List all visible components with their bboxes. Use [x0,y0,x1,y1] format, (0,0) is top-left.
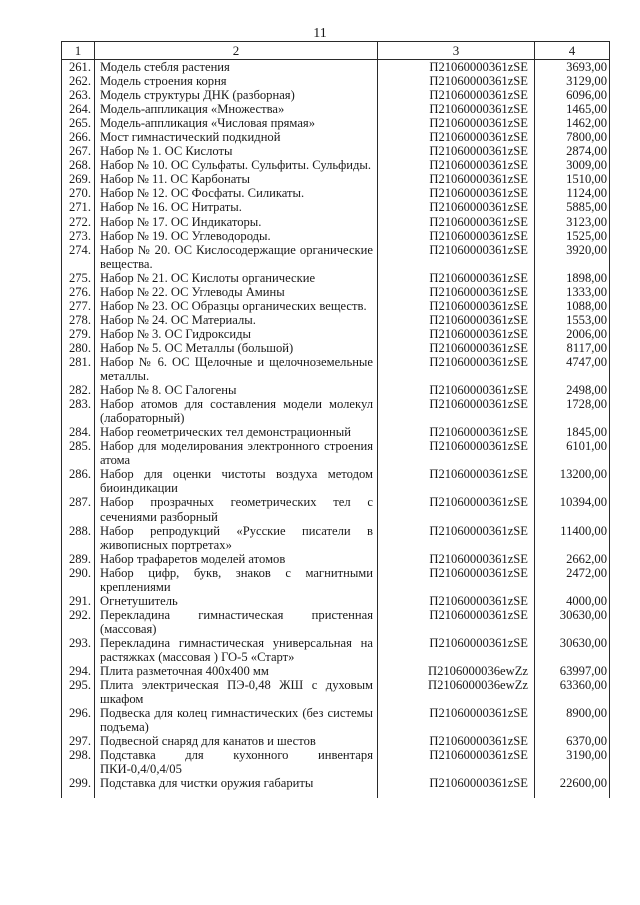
row-number: 290. [62,566,95,594]
item-price: 8117,00 [535,341,610,355]
item-name: Набор цифр, букв, знаков с магнитными креплениями [95,566,378,594]
item-name: Модель стебля растения [95,60,378,75]
item-name: Набор № 8. ОС Галогены [95,383,378,397]
item-price: 1898,00 [535,271,610,285]
row-number: 297. [62,734,95,748]
item-code: П21060000361zSE [378,229,535,243]
item-name: Набор № 6. ОС Щелочные и щелочноземельные металлы. [95,355,378,383]
table-row [62,229,610,243]
item-price: 7800,00 [535,130,610,144]
table-row [62,200,610,214]
table-row [62,594,610,608]
row-number: 261. [62,60,95,75]
table-row [62,664,610,678]
item-code: П21060000361zSE [378,467,535,495]
row-number: 294. [62,664,95,678]
row-number: 268. [62,158,95,172]
item-name: Подставка для кухонного инвентаря ПКИ-0,4/0,4/05 [95,748,378,776]
item-code: П21060000361zSE [378,608,535,636]
item-name: Набор для оценки чистоты воздуха методом биоиндикации [95,467,378,495]
table-row [62,706,610,734]
item-code: П21060000361zSE [378,341,535,355]
item-price: 30630,00 [535,636,610,664]
row-number: 264. [62,102,95,116]
item-code: П2106000036ewZz [378,678,535,706]
item-code: П21060000361zSE [378,158,535,172]
row-number: 274. [62,243,95,271]
item-name: Набор № 12. ОС Фосфаты. Силикаты. [95,186,378,200]
row-number: 265. [62,116,95,130]
table-row [62,215,610,229]
column-header-price: 4 [535,42,610,60]
table-row [62,313,610,327]
item-name: Набор атомов для составления модели молекул (лабораторный) [95,397,378,425]
item-name: Мост гимнастический подкидной [95,130,378,144]
item-name: Набор № 24. ОС Материалы. [95,313,378,327]
item-code: П21060000361zSE [378,734,535,748]
item-code: П21060000361zSE [378,215,535,229]
item-code: П21060000361zSE [378,102,535,116]
inventory-table [61,41,610,798]
table-row [62,327,610,341]
item-price: 2662,00 [535,552,610,566]
table-row [62,130,610,144]
item-price: 4000,00 [535,594,610,608]
item-code: П21060000361zSE [378,299,535,313]
item-price: 1462,00 [535,116,610,130]
item-code: П21060000361zSE [378,495,535,523]
item-code: П21060000361zSE [378,243,535,271]
item-name: Модель строения корня [95,74,378,88]
table-row [62,748,610,776]
item-code: П21060000361zSE [378,74,535,88]
item-name: Набор № 23. ОС Образцы органических веществ. [95,299,378,313]
column-header-number: 1 [62,42,95,60]
item-code: П21060000361zSE [378,524,535,552]
item-name: Огнетушитель [95,594,378,608]
table-row [62,144,610,158]
item-name: Перекладина гимнастическая пристенная (массовая) [95,608,378,636]
item-name: Набор репродукций «Русские писатели в живописных портретах» [95,524,378,552]
item-price: 3123,00 [535,215,610,229]
item-name: Набор № 19. ОС Углеводороды. [95,229,378,243]
row-number: 272. [62,215,95,229]
item-price: 1553,00 [535,313,610,327]
item-price: 63997,00 [535,664,610,678]
row-number: 287. [62,495,95,523]
table-row [62,116,610,130]
item-code: П21060000361zSE [378,285,535,299]
item-price: 1088,00 [535,299,610,313]
table-row [62,636,610,664]
table-row [62,102,610,116]
item-price: 1510,00 [535,172,610,186]
table-row [62,299,610,313]
item-price: 6370,00 [535,734,610,748]
item-name: Набор № 20. ОС Кислосодержащие органические вещества. [95,243,378,271]
table-row [62,383,610,397]
item-name: Подвеска для колец гимнастических (без системы подъема) [95,706,378,734]
item-code: П21060000361zSE [378,425,535,439]
row-number: 298. [62,748,95,776]
row-number: 295. [62,678,95,706]
row-number: 291. [62,594,95,608]
item-code: П2106000036ewZz [378,664,535,678]
table-row [62,566,610,594]
table-row [62,243,610,271]
row-number: 293. [62,636,95,664]
item-code: П21060000361zSE [378,748,535,776]
row-number: 277. [62,299,95,313]
item-code: П21060000361zSE [378,439,535,467]
item-code: П21060000361zSE [378,186,535,200]
item-name: Набор № 10. ОС Сульфаты. Сульфиты. Сульфиды. [95,158,378,172]
item-price: 2006,00 [535,327,610,341]
item-name: Подставка для чистки оружия габариты [95,776,378,798]
item-price: 2498,00 [535,383,610,397]
item-price: 63360,00 [535,678,610,706]
item-price: 2472,00 [535,566,610,594]
row-number: 266. [62,130,95,144]
row-number: 299. [62,776,95,798]
table-row [62,285,610,299]
table-header-row [62,42,610,60]
table-row [62,186,610,200]
table-row [62,88,610,102]
table-row [62,467,610,495]
row-number: 284. [62,425,95,439]
table-row [62,397,610,425]
item-price: 1124,00 [535,186,610,200]
item-price: 1333,00 [535,285,610,299]
table-row [62,74,610,88]
item-price: 3920,00 [535,243,610,271]
page-number: 11 [313,26,327,41]
row-number: 267. [62,144,95,158]
item-name: Набор № 16. ОС Нитраты. [95,200,378,214]
item-name: Плита разметочная 400x400 мм [95,664,378,678]
item-code: П21060000361zSE [378,116,535,130]
table-row [62,271,610,285]
item-price: 11400,00 [535,524,610,552]
item-price: 8900,00 [535,706,610,734]
item-name: Набор № 22. ОС Углеводы Амины [95,285,378,299]
table-row [62,425,610,439]
item-code: П21060000361zSE [378,383,535,397]
item-price: 3693,00 [535,60,610,75]
item-price: 3129,00 [535,74,610,88]
item-code: П21060000361zSE [378,144,535,158]
item-name: Подвесной снаряд для канатов и шестов [95,734,378,748]
row-number: 280. [62,341,95,355]
row-number: 288. [62,524,95,552]
item-price: 1845,00 [535,425,610,439]
table-row [62,172,610,186]
row-number: 281. [62,355,95,383]
item-code: П21060000361zSE [378,200,535,214]
row-number: 282. [62,383,95,397]
item-code: П21060000361zSE [378,355,535,383]
item-price: 13200,00 [535,467,610,495]
item-name: Модель структуры ДНК (разборная) [95,88,378,102]
table-row [62,158,610,172]
item-name: Модель-аппликация «Числовая прямая» [95,116,378,130]
item-code: П21060000361zSE [378,397,535,425]
column-header-name: 2 [95,42,378,60]
row-number: 279. [62,327,95,341]
item-name: Набор прозрачных геометрических тел с сечениями разборный [95,495,378,523]
item-price: 2874,00 [535,144,610,158]
item-name: Плита электрическая ПЭ-0,48 ЖШ с духовым шкафом [95,678,378,706]
row-number: 269. [62,172,95,186]
row-number: 278. [62,313,95,327]
table-row [62,495,610,523]
item-code: П21060000361zSE [378,60,535,75]
item-name: Набор трафаретов моделей атомов [95,552,378,566]
item-name: Набор № 3. ОС Гидроксиды [95,327,378,341]
table-row [62,355,610,383]
row-number: 262. [62,74,95,88]
row-number: 292. [62,608,95,636]
column-header-code: 3 [378,42,535,60]
row-number: 263. [62,88,95,102]
row-number: 285. [62,439,95,467]
item-price: 1525,00 [535,229,610,243]
item-price: 22600,00 [535,776,610,798]
table-row [62,678,610,706]
item-name: Перекладина гимнастическая универсальная на растяжках (массовая ) ГО-5 «Старт» [95,636,378,664]
item-price: 3190,00 [535,748,610,776]
item-code: П21060000361zSE [378,271,535,285]
item-code: П21060000361zSE [378,130,535,144]
item-code: П21060000361zSE [378,706,535,734]
item-price: 10394,00 [535,495,610,523]
table-row [62,439,610,467]
table-row [62,734,610,748]
item-price: 1465,00 [535,102,610,116]
item-name: Набор № 1. ОС Кислоты [95,144,378,158]
item-name: Набор № 21. ОС Кислоты органические [95,271,378,285]
item-code: П21060000361zSE [378,313,535,327]
item-price: 5885,00 [535,200,610,214]
table-row [62,608,610,636]
item-code: П21060000361zSE [378,776,535,798]
item-price: 6101,00 [535,439,610,467]
item-price: 6096,00 [535,88,610,102]
item-name: Набор геометрических тел демонстрационный [95,425,378,439]
row-number: 283. [62,397,95,425]
item-name: Набор № 5. ОС Металлы (большой) [95,341,378,355]
item-price: 3009,00 [535,158,610,172]
item-name: Набор № 11. ОС Карбонаты [95,172,378,186]
row-number: 289. [62,552,95,566]
row-number: 271. [62,200,95,214]
item-code: П21060000361zSE [378,327,535,341]
row-number: 296. [62,706,95,734]
item-code: П21060000361zSE [378,172,535,186]
table-row [62,776,610,798]
table-row [62,60,610,75]
row-number: 286. [62,467,95,495]
item-code: П21060000361zSE [378,552,535,566]
item-price: 1728,00 [535,397,610,425]
item-code: П21060000361zSE [378,636,535,664]
item-name: Набор для моделирования электронного строения атома [95,439,378,467]
row-number: 270. [62,186,95,200]
item-code: П21060000361zSE [378,566,535,594]
row-number: 276. [62,285,95,299]
table-row [62,341,610,355]
item-price: 30630,00 [535,608,610,636]
row-number: 275. [62,271,95,285]
item-price: 4747,00 [535,355,610,383]
item-code: П21060000361zSE [378,594,535,608]
table-row [62,552,610,566]
item-code: П21060000361zSE [378,88,535,102]
item-name: Модель-аппликация «Множества» [95,102,378,116]
item-name: Набор № 17. ОС Индикаторы. [95,215,378,229]
row-number: 273. [62,229,95,243]
table-row [62,524,610,552]
